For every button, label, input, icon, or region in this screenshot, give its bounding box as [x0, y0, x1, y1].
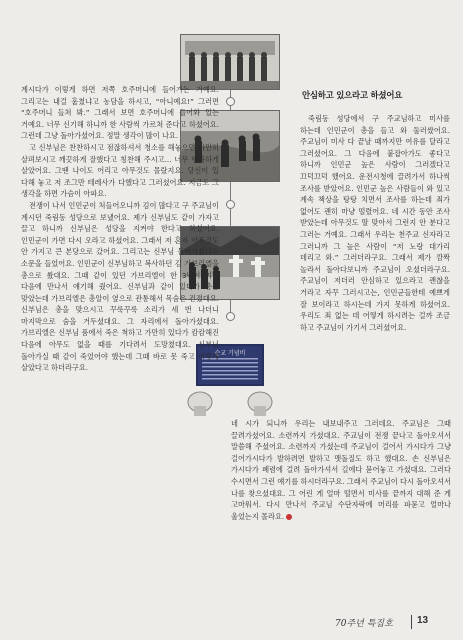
end-mark-icon — [286, 514, 292, 520]
right-bottom-column — [231, 418, 451, 522]
page-number: 13 — [417, 615, 429, 626]
paragraph-text: 네 시가 되니까 우리는 내보내주고 그러데요. 주교님은 그때 끌려가셨어요. 소련까지 가셨대요. 주교님이 전쟁 끝나고 돌아오셔서 말씀해 주셨어요. 소련까지 가셨는데 주교님이 걸어서 가시다가 그냥 걸어가시다가 발하려면 발하고 맷돌질도 하고 했대요. 손 신부님은 가시다가 폐렴에 걸려 돌아가셔서 길에다 묻어놓고 가셨대요. 그러다 수시면서 그런 얘기를 하시더라구요. 그래서 주교님이 다시 돌아오셔서 나를 찾으셨대요. 그 어린 게 얼마 떨면서 미사를 끝까지 대해 준 게 고마워서. 다시 만나서 주교님 수단자락에 머리를 파묻고 얼마나 울었는지 몰라요. — [231, 419, 451, 521]
paragraph — [231, 418, 451, 522]
timeline-node — [226, 200, 235, 209]
left-column — [21, 84, 219, 374]
page-footer — [335, 615, 445, 631]
paragraph: 죽림동 성당에서 구 주교님하고 미사를 하는데 인민군이 총을 들고 와 둘러쌌어요. 주교님이 미사 다 끝날 때까지만 여유를 달라고 그러셨어요. 그 다음에 붙잡아가도 좋다고 하니까 인민군 높은 사람이 그러겠다고 끄덕끄덕 했어요. 운전시청에 끌려가서 하나씩 조사를 받았어요. 인민군 높은 사람들이 와 있고 계속 책상을 탕탕 치면서 조사를 하는데 죄가 없어도 괜히 마냥 떨렸어요. 네 시간 동안 조사 받았는데 아무것도 딸 맞아서 그런지 안 분다고 그러는 거예요. 그래서 우리는 천주교 신자라고 그러니까 그 높은 사람이 “저 노랑 대가리 데리고 와.” 그러더라구요. 그래서 제가 깜짝 놀라서 돌아다보니까 주교님이 오셨더라구요. 주교님이 저더러 안심하고 있으라고 괜찮을 거라고 자꾸 그러시고는, 인민군들한테 예쁘게 잘 보이라고 하시는데 가지 못하게 하셨어요. 우리도 죄 없는 데 어떻게 하시려는 걸까 조금 하고 주교님이 가기서 그러셨어요. — [300, 114, 450, 332]
right-top-column — [300, 113, 450, 333]
section-heading: 안심하고 있으라고 하셨어요 — [302, 90, 403, 100]
group-photo-icon — [180, 34, 280, 90]
paragraph: 계시다가 이렇게 하면 저쪽 호주머니에 들어가는 거예요. 그리고는 내걸 훔쳤냐고 농담을 하시고, “아니예요!” 그러면 “호주머니 들쳐 봐.” 그래서 보면 호주머니에 들어와 있는 거예요. 너무 신기해 하니까 한 사람씩 가르쳐 준다고 하셨어요. 그런데 그냥 돌아가셨어요. 정말 생각이 많이 나요. — [21, 85, 219, 141]
memorial-sign-text: 순교 기념비 — [214, 350, 246, 357]
paragraph: 전쟁이 나서 인민군이 처들어오니까 김이 많다고 구 주교님이 계시던 죽림동 성당으로 보냈어요. 제가 신부님도 같이 가자고 끌고 하니까 신부님은 성당을 지켜야 한다고 하셨어요. 인민군이 가면 다시 오라고 하셨어요. 그래서 저 혼자 아무것도 안 가지고 큰 본당으로 갔어요. 그리고는 신부님 돌아가셨다는 소문을 들었어요. 인민군이 신부님하고 복사하던 김 가브리엘을 총으로 쐈대요. 그때 같이 있던 가브리엘이 한 3년이 지난 다음에 만나서 얘기해 줬어요. 신부님과 같이 있다가 총을 맞았는데 가브리엘은 총알이 옆으로 관통해서 목숨은 건졌대요. 신부님은 총을 맞으시고 꾸룩꾸룩 소리가 세 번 나더니 마지막으로 숨을 거두셨대요. 그 자리에서 돌아가셨대요. 가브리엘은 신부님 품에서 죽은 척하고 가만히 있다가 캄캄해진 다음에 아무도 없을 때를 기다려서 도망쳤대요. 신부님 돌아가실 때 같이 죽었어야 했는데 그때 바로 못 죽고 이렇게 살았다고 하더라구요. — [21, 200, 219, 373]
timeline-node — [226, 97, 235, 106]
paragraph: 고 신부님은 찬찬하시고 점잖하셔서 청소를 해놓으면 가만히 살펴보시고 깨끗하게 잘했다고 칭찬해 주시고... 너무 행복하게 살았어요. 그땐 나이도 어리고 아무것도 몰랐지요. 당신이 일 다해 놓고 저 조그만 테레사가 다했다고 그러셨어요. 지금도 그 생각을 하면 가슴이 아파요. — [21, 142, 219, 199]
timeline-node — [226, 312, 235, 321]
footer-title: 70주년 특집호 — [335, 619, 393, 629]
footer-divider — [411, 615, 412, 629]
